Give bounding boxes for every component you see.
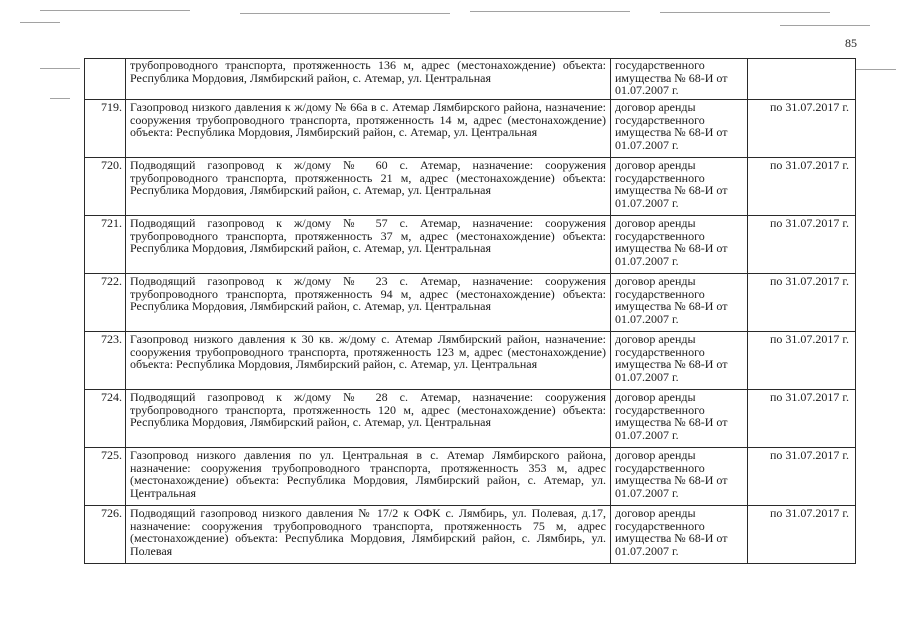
table-row bbox=[85, 216, 856, 274]
row-basis: договор аренды государственного имущества № 68-И от 01.07.2007 г. bbox=[611, 274, 748, 332]
scan-noise bbox=[660, 12, 830, 13]
row-number: 724. bbox=[85, 390, 126, 448]
table-row bbox=[85, 59, 856, 100]
margin-mark bbox=[40, 68, 80, 69]
row-basis: договор аренды государственного имущества № 68-И от 01.07.2007 г. bbox=[611, 332, 748, 390]
row-term: по 31.07.2017 г. bbox=[748, 506, 856, 564]
table-row bbox=[85, 448, 856, 506]
row-description: Подводящий газопровод к ж/дому № 60 с. Атемар, назначение: сооружения трубопроводного транспорта, протяженность 21 м, адрес (местонахождение) объекта: Республика Мордовия, Лямбирский район, с. Атемар, ул. Центральная bbox=[126, 158, 611, 216]
table-row bbox=[85, 274, 856, 332]
table-row bbox=[85, 100, 856, 158]
row-term: по 31.07.2017 г. bbox=[748, 332, 856, 390]
page-number: 85 bbox=[845, 36, 857, 50]
table-row bbox=[85, 506, 856, 564]
row-term: по 31.07.2017 г. bbox=[748, 274, 856, 332]
table-row bbox=[85, 158, 856, 216]
margin-mark bbox=[856, 69, 896, 70]
row-description: Подводящий газопровод к ж/дому № 57 с. Атемар, назначение: сооружения трубопроводного транспорта, протяженность 37 м, адрес (местонахождение) объекта: Республика Мордовия, Лямбирский район, с. Атемар, ул. Центральная bbox=[126, 216, 611, 274]
row-description: Газопровод низкого давления к 30 кв. ж/дому с. Атемар Лямбирский район, назначение: сооружения трубопроводного транспорта, протяженность 123 м, адрес (местонахождение) объекта: Республика Мордовия, Лямбирский район, с. Атемар, ул. Центральная bbox=[126, 332, 611, 390]
row-description: Подводящий газопровод к ж/дому № 23 с. Атемар, назначение: сооружения трубопроводного транспорта, протяженность 94 м, адрес (местонахождение) объекта: Республика Мордовия, Лямбирский район, с. Атемар, ул. Центральная bbox=[126, 274, 611, 332]
table-row bbox=[85, 332, 856, 390]
row-term: по 31.07.2017 г. bbox=[748, 216, 856, 274]
row-description: трубопроводного транспорта, протяженность 136 м, адрес (местонахождение) объекта: Республика Мордовия, Лямбирский район, с. Атемар, ул. Центральная bbox=[126, 59, 611, 100]
row-term: по 31.07.2017 г. bbox=[748, 100, 856, 158]
row-number: 723. bbox=[85, 332, 126, 390]
scan-noise bbox=[20, 22, 60, 23]
row-number: 725. bbox=[85, 448, 126, 506]
row-number: 719. bbox=[85, 100, 126, 158]
row-basis: договор аренды государственного имущества № 68-И от 01.07.2007 г. bbox=[611, 390, 748, 448]
row-number: 722. bbox=[85, 274, 126, 332]
row-basis: договор аренды государственного имущества № 68-И от 01.07.2007 г. bbox=[611, 448, 748, 506]
row-number: 720. bbox=[85, 158, 126, 216]
row-term: по 31.07.2017 г. bbox=[748, 158, 856, 216]
scan-noise bbox=[240, 13, 450, 14]
row-description: Подводящий газопровод низкого давления № 17/2 к ОФК с. Лямбирь, ул. Полевая, д.17, назначение: сооружения трубопроводного транспорта, протяженность 75 м, адрес (местонахождение) объекта: Республика Мордовия, Лямбирский район, с. Лямбирь, ул. Полевая bbox=[126, 506, 611, 564]
scan-noise bbox=[40, 10, 190, 11]
row-basis: договор аренды государственного имущества № 68-И от 01.07.2007 г. bbox=[611, 100, 748, 158]
row-description: Газопровод низкого давления к ж/дому № 66а в с. Атемар Лямбирского района, назначение: сооружения трубопроводного транспорта, протяженность 14 м, адрес (местонахождение) объекта: Республика Мордовия, Лямбирский район, с. Атемар, ул. Центральная bbox=[126, 100, 611, 158]
row-description: Газопровод низкого давления по ул. Центральная в с. Атемар Лямбирского района, назначение: сооружения трубопроводного транспорта, протяженность 353 м, адрес (местонахождение) объекта: Республика Мордовия, Лямбирский район, с. Атемар, ул. Центральная bbox=[126, 448, 611, 506]
scan-noise bbox=[780, 25, 870, 26]
row-description: Подводящий газопровод к ж/дому № 28 с. Атемар, назначение: сооружения трубопроводного транспорта, протяженность 120 м, адрес (местонахождение) объекта: Республика Мордовия, Лямбирский район, с. Атемар, ул. Центральная bbox=[126, 390, 611, 448]
row-number bbox=[85, 59, 126, 100]
row-basis: государственного имущества № 68-И от 01.07.2007 г. bbox=[611, 59, 748, 100]
row-term: по 31.07.2017 г. bbox=[748, 448, 856, 506]
row-basis: договор аренды государственного имущества № 68-И от 01.07.2007 г. bbox=[611, 158, 748, 216]
table-row bbox=[85, 390, 856, 448]
row-term: по 31.07.2017 г. bbox=[748, 390, 856, 448]
row-number: 726. bbox=[85, 506, 126, 564]
margin-mark bbox=[50, 98, 70, 99]
row-basis: договор аренды государственного имущества № 68-И от 01.07.2007 г. bbox=[611, 506, 748, 564]
row-basis: договор аренды государственного имущества № 68-И от 01.07.2007 г. bbox=[611, 216, 748, 274]
scan-noise bbox=[470, 11, 630, 12]
row-term bbox=[748, 59, 856, 100]
row-number: 721. bbox=[85, 216, 126, 274]
property-table bbox=[84, 58, 856, 564]
